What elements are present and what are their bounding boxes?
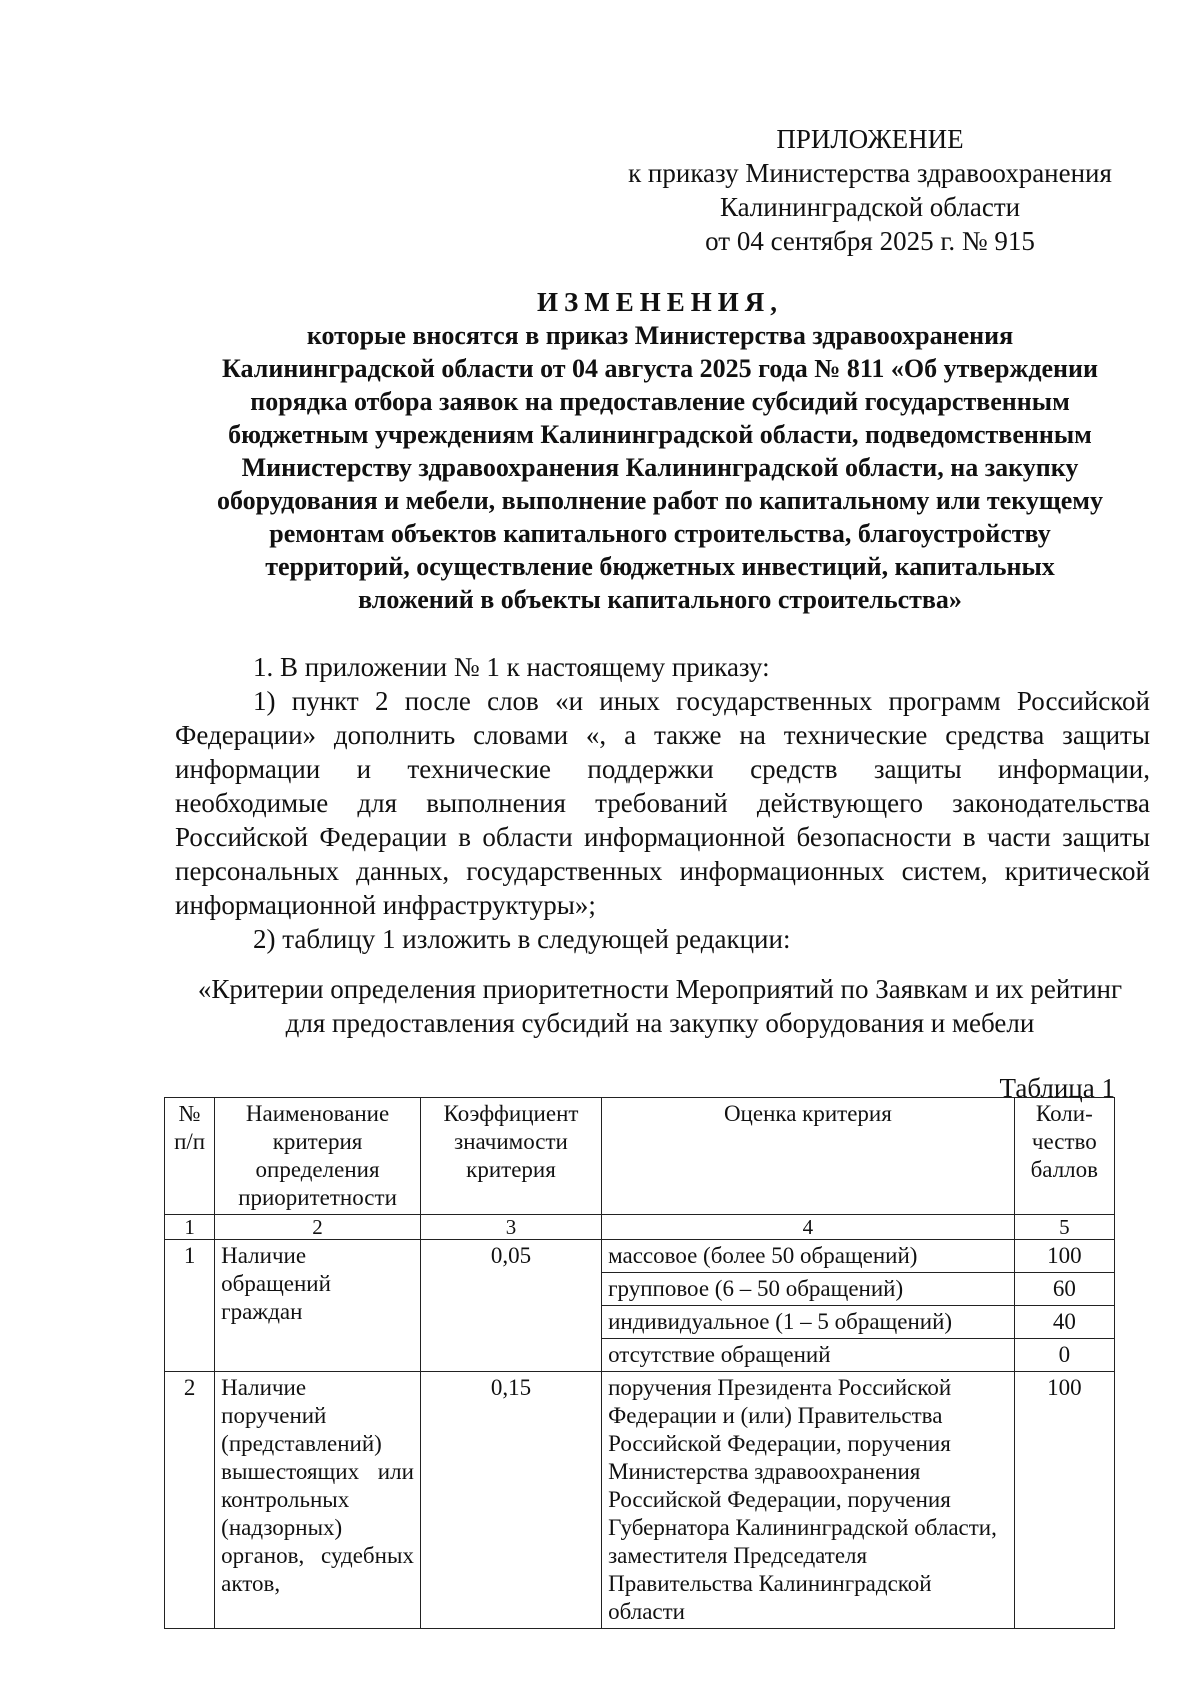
assessment-option: индивидуальное (1 – 5 обращений) <box>602 1306 1015 1339</box>
points-value: 60 <box>1014 1273 1114 1306</box>
header-coefficient: Коэффициент значимости критерия <box>420 1098 601 1215</box>
table-label: Таблица 1 <box>999 1073 1115 1103</box>
table-row <box>165 1372 1115 1629</box>
paragraph-2-line: необходимые для выполнения требований действующего законодательства <box>175 788 1150 818</box>
column-number: 5 <box>1014 1215 1114 1240</box>
table-header-row <box>165 1098 1115 1215</box>
column-number: 1 <box>165 1215 215 1240</box>
paragraph-2-line: Российской Федерации в области информационной безопасности в части защиты <box>175 822 1150 852</box>
coefficient: 0,15 <box>420 1372 601 1629</box>
row-number: 1 <box>165 1240 215 1372</box>
assessment-option: отсутствие обращений <box>602 1339 1015 1372</box>
paragraph-2-line: 1) пункт 2 после слов «и иных государственных программ Российской <box>253 686 1150 716</box>
document-title <box>160 286 1160 616</box>
criterion-name: Наличие поручений (представлений) вышестоящих или контрольных (надзорных) органов, судебных актов, <box>215 1372 421 1629</box>
title-line: вложений в объекты капитального строительства» <box>358 585 962 614</box>
header-points: Коли-чество баллов <box>1014 1098 1114 1215</box>
assessment-option: массовое (более 50 обращений) <box>602 1240 1015 1273</box>
title-line: которые вносятся в приказ Министерства здравоохранения <box>306 321 1014 350</box>
coefficient: 0,05 <box>420 1240 601 1372</box>
caption-line: «Критерии определения приоритетности Мероприятий по Заявкам и их рейтинг <box>197 974 1123 1004</box>
title-heading: ИЗМЕНЕНИЯ, <box>536 287 783 317</box>
appendix-order-ref: к приказу Министерства здравоохранения <box>628 158 1112 188</box>
title-line: бюджетным учреждениям Калининградской области, подведомственным <box>228 420 1092 449</box>
points-value: 0 <box>1014 1339 1114 1372</box>
header-number: № п/п <box>165 1098 215 1215</box>
criterion-name: Наличие обращений граждан <box>215 1240 421 1372</box>
title-line: оборудования и мебели, выполнение работ по капитальному или текущему <box>216 486 1104 515</box>
paragraph-1: 1. В приложении № 1 к настоящему приказу: <box>253 652 770 682</box>
row-number: 2 <box>165 1372 215 1629</box>
paragraph-2-line: информационной инфраструктуры»; <box>175 890 596 920</box>
title-line: территорий, осуществление бюджетных инвестиций, капитальных <box>265 552 1055 581</box>
title-line: Министерству здравоохранения Калининградской области, на закупку <box>241 453 1079 482</box>
caption-line: для предоставления субсидий на закупку оборудования и мебели <box>285 1008 1035 1038</box>
table-column-numbers <box>165 1215 1115 1240</box>
paragraph-2-line: персональных данных, государственных информационных систем, критической <box>175 856 1150 886</box>
column-number: 4 <box>602 1215 1015 1240</box>
criteria-table <box>164 1097 1115 1629</box>
points-value: 100 <box>1014 1240 1114 1273</box>
column-number: 3 <box>420 1215 601 1240</box>
paragraph-3: 2) таблицу 1 изложить в следующей редакции: <box>253 924 791 954</box>
paragraph-2-line: информации и технические поддержки средств защиты информации, <box>175 754 1150 784</box>
points-value: 40 <box>1014 1306 1114 1339</box>
appendix-region: Калининградской области <box>719 192 1021 222</box>
appendix-header <box>600 122 1140 258</box>
title-line: порядка отбора заявок на предоставление субсидий государственным <box>250 387 1070 416</box>
column-number: 2 <box>215 1215 421 1240</box>
assessment-option: поручения Президента Российской Федерации и (или) Правительства Российской Федерации, поручения Министерства здравоохранения Российской Федерации, поручения Губернатора Калининградской области, заместителя Председателя Правительства Калининградской области <box>602 1372 1015 1629</box>
title-line: Калининградской области от 04 августа 2025 года № 811 «Об утверждении <box>222 354 1098 383</box>
appendix-title: ПРИЛОЖЕНИЕ <box>776 124 964 154</box>
title-line: ремонтам объектов капитального строительства, благоустройству <box>269 519 1051 548</box>
appendix-date: от 04 сентября 2025 г. № 915 <box>705 226 1035 256</box>
paragraph-2-line: Федерации» дополнить словами «, а также на технические средства защиты <box>175 720 1150 750</box>
table-caption <box>160 972 1160 1040</box>
assessment-option: групповое (6 – 50 обращений) <box>602 1273 1015 1306</box>
points-value: 100 <box>1014 1372 1114 1629</box>
document-body <box>175 650 1150 956</box>
header-assessment: Оценка критерия <box>602 1098 1015 1215</box>
table-row <box>165 1240 1115 1273</box>
header-criterion-name: Наименование критерия определения приоритетности <box>215 1098 421 1215</box>
